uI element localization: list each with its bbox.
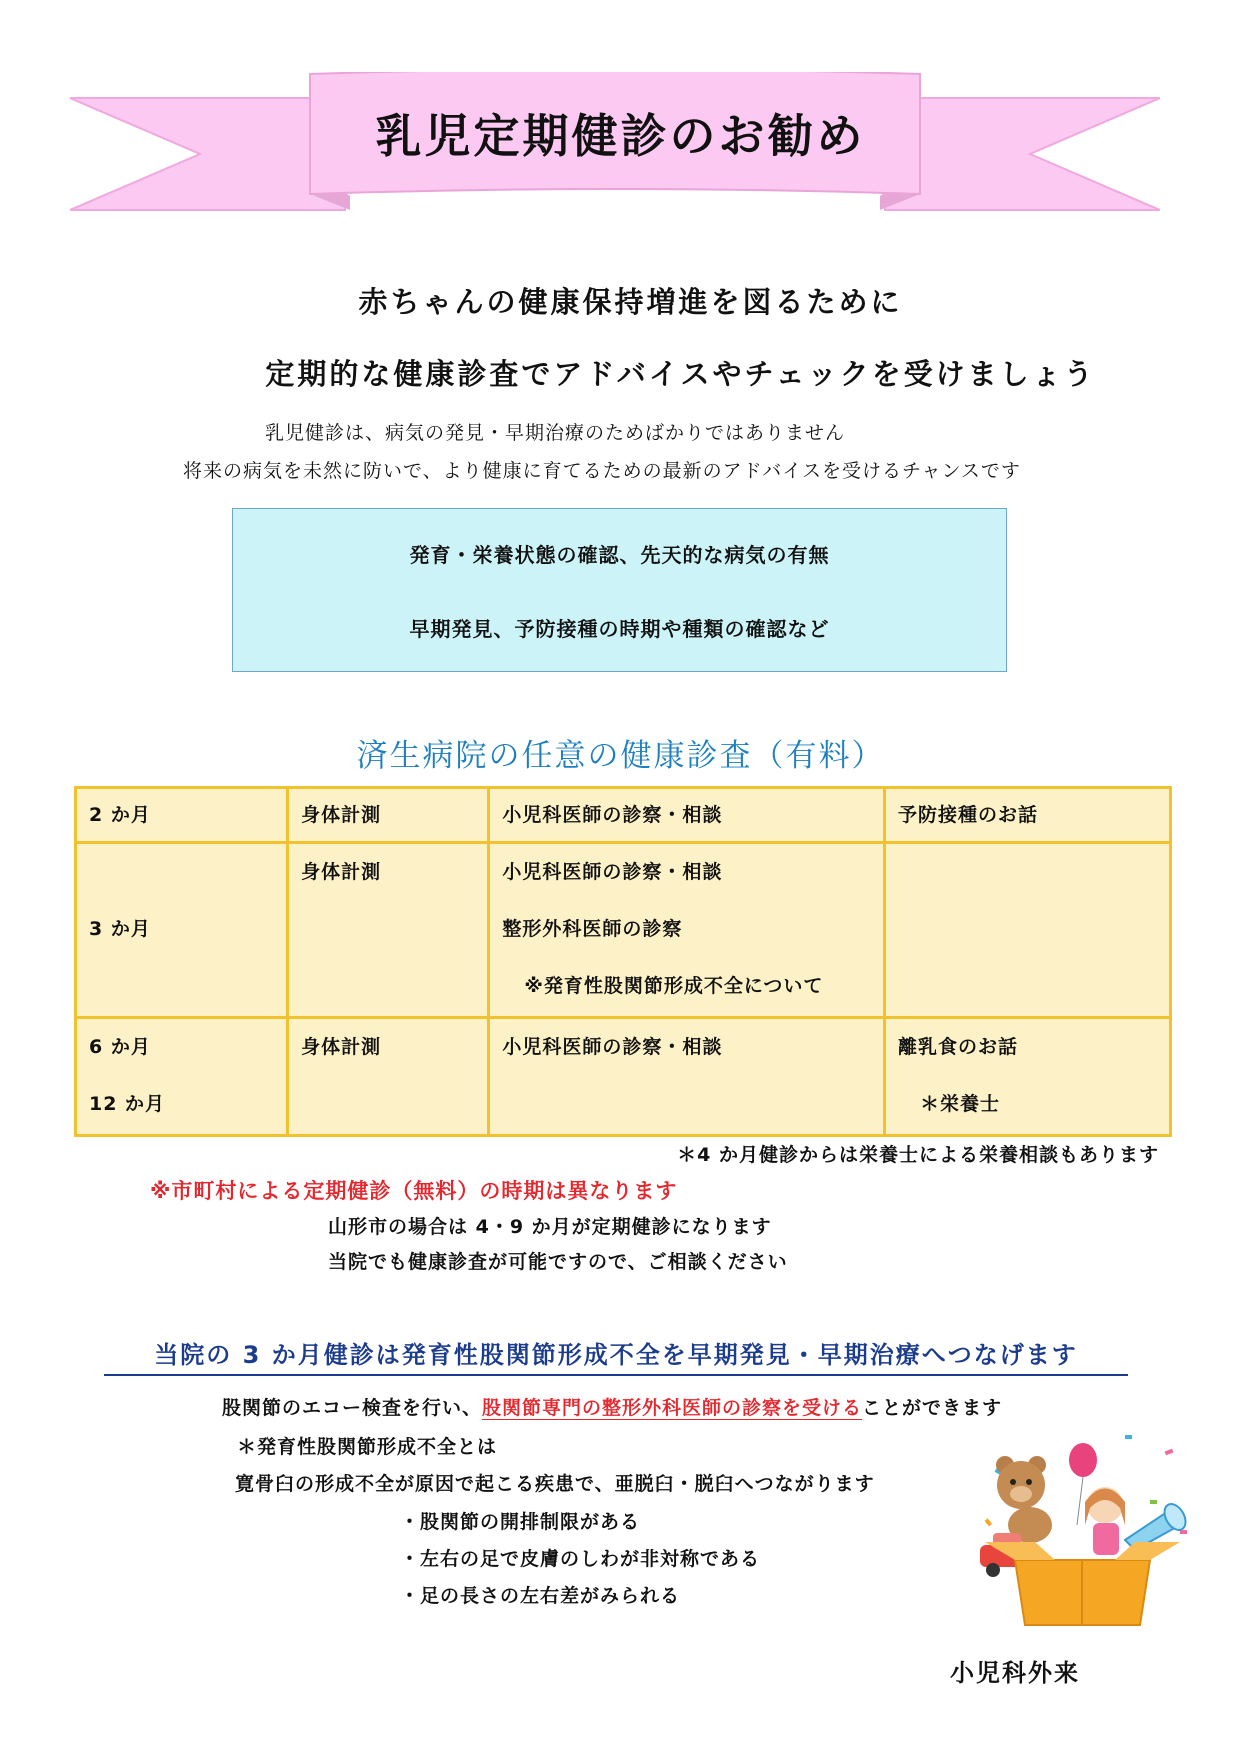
age-cell <box>76 788 288 843</box>
age-cell <box>76 843 288 1018</box>
cell-text: 離乳食のお話 <box>897 1036 1018 1059</box>
exam-schedule-table <box>74 786 1172 1137</box>
table-row <box>76 843 1171 1018</box>
talk-cell <box>884 1018 1170 1136</box>
cell-text: 身体計測 <box>301 861 382 883</box>
table-row <box>76 788 1171 843</box>
cell-text: 12 か月 <box>89 1093 166 1116</box>
lead-line-2: 定期的な健康診査でアドバイスやチェックを受けましょう <box>265 357 1096 391</box>
hip-definition-title: ＊発育性股関節形成不全とは <box>237 1436 498 1458</box>
cell-text: ＊栄養士 <box>919 1093 1000 1116</box>
hip-desc-pre: 股関節のエコー検査を行い、 <box>222 1397 483 1419</box>
page-title: 乳児定期健診のお勧め <box>375 109 866 163</box>
cell-text: 予防接種のお話 <box>897 804 1038 826</box>
cell-text: ※発育性股関節形成不全について <box>524 975 824 997</box>
cell-text: 小児科医師の診察・相談 <box>502 1036 723 1059</box>
age-cell <box>76 1018 288 1136</box>
hip-desc-post: ことができます <box>862 1397 1003 1419</box>
exam-cell <box>489 1018 885 1136</box>
cell-text: 3 か月 <box>89 918 151 940</box>
talk-cell <box>884 788 1170 843</box>
hip-desc-highlight: 股関節専門の整形外科医師の診察を受ける <box>482 1397 863 1419</box>
hip-heading: 当院の 3 か月健診は発育性股関節形成不全を早期発見・早期治療へつなげます <box>104 1335 1128 1376</box>
table-row <box>76 1018 1171 1136</box>
cell-text: 身体計測 <box>301 1036 382 1059</box>
measurement-cell <box>288 1018 489 1136</box>
cell-text: 2 か月 <box>89 804 151 826</box>
measurement-cell <box>288 843 489 1018</box>
yamagata-note: 山形市の場合は 4・9 か月が定期健診になります <box>328 1216 772 1238</box>
cell-text: 小児科医師の診察・相談 <box>502 861 723 883</box>
section-title: 済生病院の任意の健康診査（有料） <box>356 738 885 774</box>
exam-cell <box>489 788 885 843</box>
department-name: 小児科外来 <box>950 1659 1080 1687</box>
exam-cell <box>489 843 885 1018</box>
hip-bullet: ・股関節の開排制限がある <box>400 1511 641 1533</box>
nutrition-note: ＊4 か月健診からは栄養士による栄養相談もあります <box>677 1144 1159 1166</box>
cell-text: 整形外科医師の診察 <box>502 918 683 940</box>
toy-box-illustration-icon <box>975 1430 1195 1630</box>
info-line-1: 発育・栄養状態の確認、先天的な病気の有無 <box>409 543 830 567</box>
intro-line-2: 将来の病気を未然に防いで、より健康に育てるための最新のアドバイスを受けるチャンスです <box>183 460 1021 482</box>
talk-cell <box>884 843 1170 1018</box>
hip-bullet: ・左右の足で皮膚のしわが非対称である <box>400 1548 761 1570</box>
consult-note: 当院でも健康診査が可能ですので、ご相談ください <box>328 1251 788 1273</box>
hip-description <box>222 1393 1002 1420</box>
info-box <box>232 508 1007 672</box>
intro-line-1: 乳児健診は、病気の発見・早期治療のためばかりではありません <box>265 422 846 444</box>
cell-text: 6 か月 <box>89 1036 151 1059</box>
cell-text: 小児科医師の診察・相談 <box>502 804 723 826</box>
cell-text: 身体計測 <box>301 804 382 826</box>
measurement-cell <box>288 788 489 843</box>
hip-definition-text: 寛骨臼の形成不全が原因で起こる疾患で、亜脱臼・脱臼へつながります <box>235 1473 875 1495</box>
info-line-2: 早期発見、予防接種の時期や種類の確認など <box>409 617 830 641</box>
hip-bullet: ・足の長さの左右差がみられる <box>400 1585 681 1607</box>
municipal-note: ※市町村による定期健診（無料）の時期は異なります <box>150 1179 678 1203</box>
lead-line-1: 赤ちゃんの健康保持増進を図るために <box>358 285 903 319</box>
